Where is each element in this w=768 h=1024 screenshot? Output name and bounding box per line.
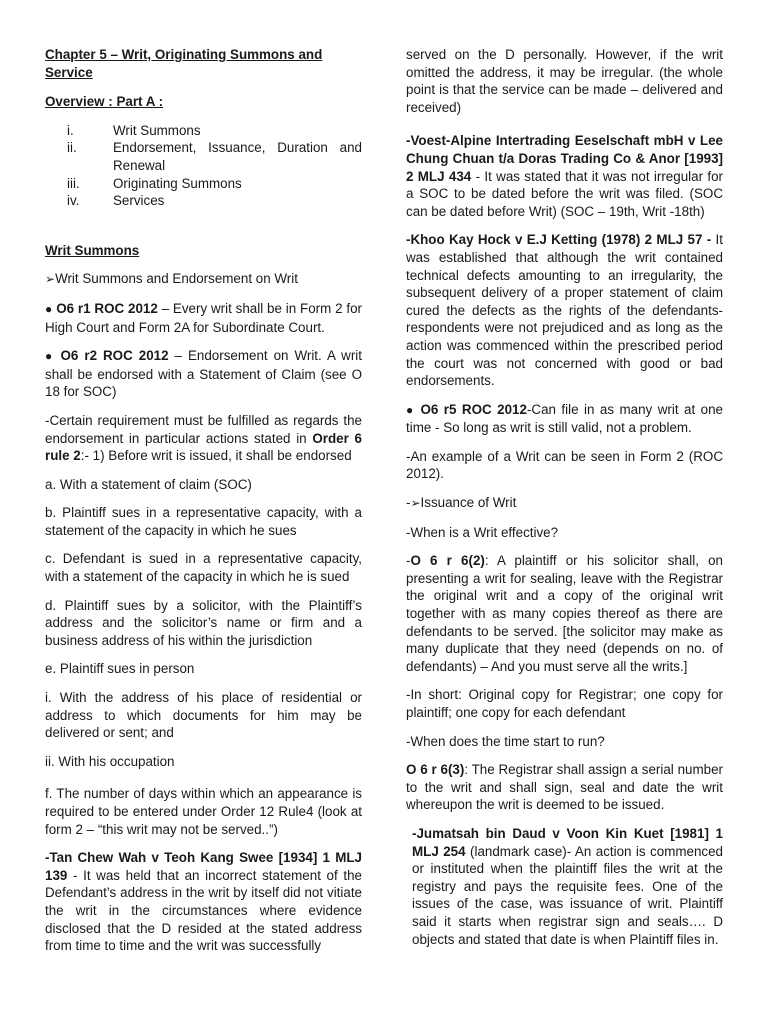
chapter-title: Chapter 5 – Writ, Originating Summons and Service [45,47,323,80]
arrow-icon: ➢ [45,272,56,287]
paragraph-o6r1: ● O6 r1 ROC 2012 – Every writ shall be in Form 2 for High Court and Form 2A for Subordinate Court. [45,300,362,335]
arrow-icon: ➢ [410,496,421,511]
writ-summons-heading: Writ Summons [45,242,140,258]
sub-heading: ➢Writ Summons and Endorsement on Writ [45,271,298,287]
item-c: c. Defendant is sued in a representative capacity, with a statement of the capacity in which he is sued [45,551,362,585]
item-e: e. Plaintiff sues in person [45,661,195,677]
issuance-heading: -➢Issuance of Writ [406,495,517,511]
paragraph-o6r62: -O 6 r 6(2): A plaintiff or his solicitor shall, on presenting a writ for sealing, leave with the Registrar the original writ and a copy of the original writ together with as many copies thereof as there are defendants to be served. [the solicitor may make as many duplicate that they need (depends on no. of defendants) – And you must serve all the writs.] [406,553,723,674]
list-item: i. Writ Summons [67,122,201,138]
case-jumatsah: -Jumatsah bin Daud v Voon Kin Kuet [1981] 1 MLJ 254 (landmark case)- An action is commenced or instituted when the plaintiff files the writ at the registry and pays the requisite fees. One of the issues of the case, was issuance of writ. Plaintiff said it starts when registrar sign and seals…. D objects and stated that date is when Plaintiff files in. [412,825,723,947]
paragraph-o6r5: ● O6 r5 ROC 2012-Can file in as many writ at one time - So long as writ is still valid, not a problem. [406,401,723,436]
case-tan-chew-wah: -Tan Chew Wah v Teoh Kang Swee [1934] 1 MLJ 139 - It was held that an incorrect statement of the Defendant’s address in the writ by itself did not vitiate the writ in the circumstances where evidence disclosed that the D resided at the stated address from time to time and the writ was successfully [45,850,362,954]
bullet-icon: ● [406,402,415,417]
paragraph-o6r2: ● O6 r2 ROC 2012 – Endorsement on Writ. A writ shall be endorsed with a Statement of Claim (see O 18 for SOC) [45,348,362,400]
item-d: d. Plaintiff sues by a solicitor, with the Plaintiff’s address and the solicitor’s name or firm and a business address of his within the jurisdiction [45,597,362,648]
paragraph-example: -An example of a Writ can be seen in Form 2 (ROC 2012). [406,448,723,482]
when-time: -When does the time start to run? [406,733,605,749]
paragraph-requirements: -Certain requirement must be fulfilled as regards the endorsement in particular actions stated in Order 6 rule 2:- 1) Before writ is issued, it shall be endorsed [45,412,362,464]
case-voest-alpine: -Voest-Alpine Intertrading Eeselschaft mbH v Lee Chung Chuan t/a Doras Trading Co & Anor [1993] 2 MLJ 434 - It was stated that it was not irregular for a SOC to be dated before the writ was filed. (SOC can be dated before Writ) (SOC – 19th, Writ -18th) [406,133,723,219]
item-ii: ii. With his occupation [45,753,175,769]
list-item: iv. Services [67,193,165,209]
overview-heading: Overview : Part A : [45,94,164,110]
list-item: ii. Endorsement, Issuance, Duration and Renewal [67,140,362,173]
when-effective: -When is a Writ effective? [406,524,559,540]
paragraph-o6r63: O 6 r 6(3): The Registrar shall assign a serial number to the writ and shall sign, seal and date the writ whereupon the writ is deemed to be issued. [406,762,723,813]
case-khoo-kay-hock: -Khoo Kay Hock v E.J Ketting (1978) 2 MLJ 57 - It was established that although the writ contained technical defects amounting to an irregularity, the subsequent delivery of a proper statement of claim cured the defects as the rights of the defendants-respondents were not prejudiced and as long as the action was commenced within the prescribed period the court was not concerned with good or bad endorsements. [406,232,723,389]
bullet-icon: ● [45,349,55,364]
paragraph-in-short: -In short: Original copy for Registrar; one copy for plaintiff; one copy for each defendant [406,687,723,720]
paragraph-continued: served on the D personally. However, if the writ omitted the address, it may be irregular. (the whole point is that the service can be made – delivered and received) [406,47,723,115]
item-b: b. Plaintiff sues in a representative capacity, with a statement of the capacity in which he sues [45,505,362,538]
item-f: f. The number of days within which an appearance is required to be entered under Order 12 Rule4 (look at form 2 – “this writ may not be served..”) [45,786,362,837]
item-a: a. With a statement of claim (SOC) [45,476,252,492]
right-column [406,46,723,959]
bullet-icon: ● [45,301,53,316]
overview-list [45,122,362,210]
item-i: i. With the address of his place of residential or address to which documents for him may be delivered or sent; and [45,690,362,741]
left-column [45,46,362,966]
list-item: iii. Originating Summons [67,175,242,191]
